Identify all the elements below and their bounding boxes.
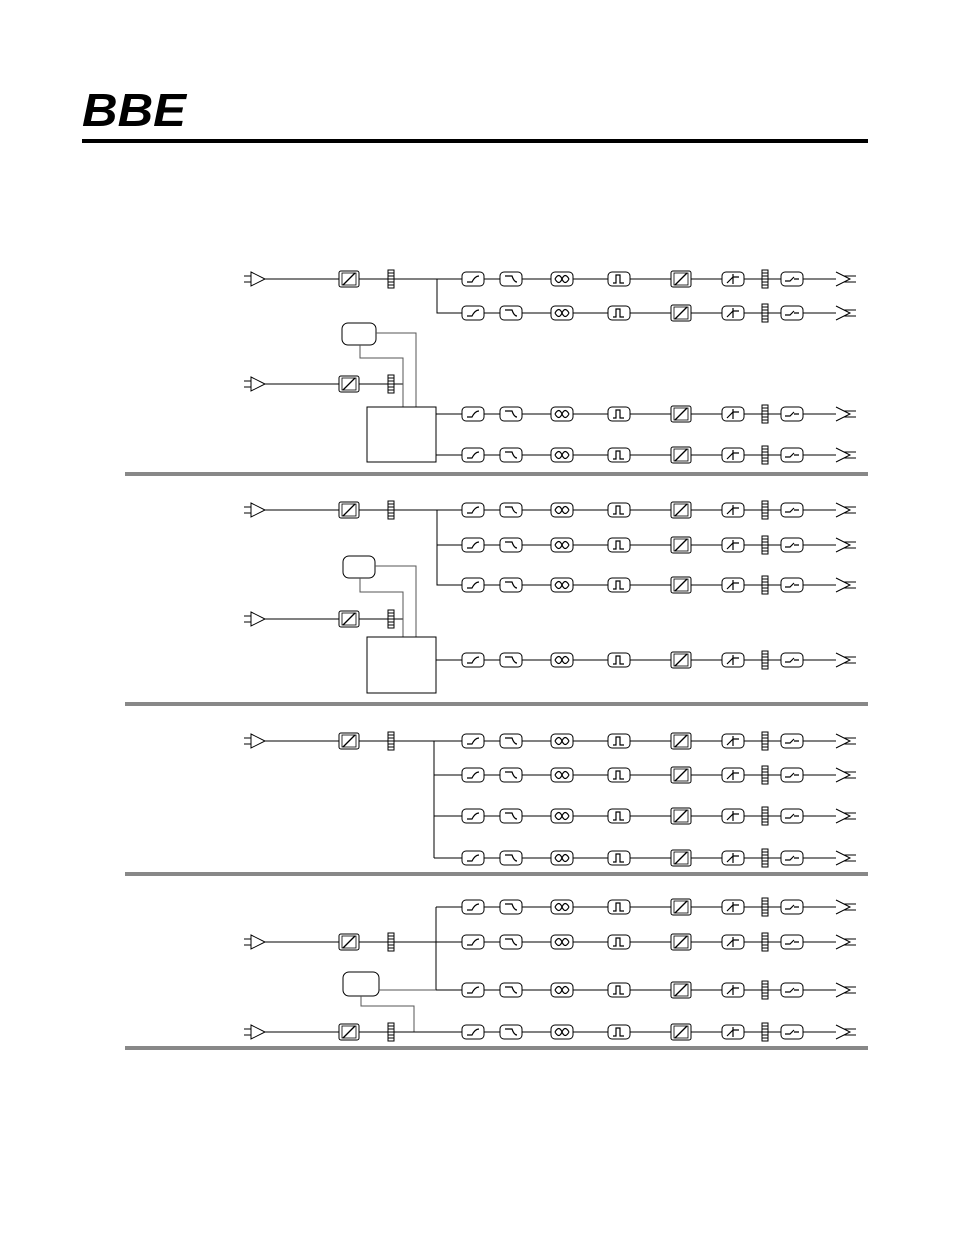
input-compressor-icon <box>339 271 359 287</box>
level-meter-icon <box>388 610 394 628</box>
input-compressor-icon <box>339 611 359 627</box>
level-meter-icon <box>762 1023 768 1041</box>
level-meter-icon <box>762 849 768 867</box>
compressor-box <box>671 850 691 866</box>
hpf-icon <box>462 503 484 517</box>
eq-icon <box>551 578 573 592</box>
panel-config-c <box>244 732 856 867</box>
lpf-icon <box>500 734 522 748</box>
mute-icon <box>781 768 803 782</box>
bbe-process-icon <box>608 734 630 748</box>
lpf-icon <box>500 306 522 320</box>
output-amp-icon <box>836 578 856 592</box>
hpf-icon <box>462 935 484 949</box>
lpf-icon <box>500 935 522 949</box>
output-channel-row <box>433 501 856 519</box>
compressor-icon <box>671 899 691 915</box>
input-amp-icon <box>244 612 265 626</box>
mute-icon <box>781 734 803 748</box>
hpf-icon <box>462 734 484 748</box>
mute-icon <box>781 935 803 949</box>
level-meter-icon <box>762 766 768 784</box>
signal-wire <box>360 578 403 637</box>
output-amp-icon <box>836 272 856 286</box>
level-meter-icon <box>762 1023 768 1041</box>
bbe-process-icon <box>608 407 630 421</box>
signal-wire <box>375 566 416 637</box>
limiter-icon <box>722 578 744 592</box>
level-meter-icon <box>762 270 768 288</box>
output-amp-icon <box>836 768 856 782</box>
level-meter-icon <box>762 446 768 464</box>
level-meter-icon <box>762 981 768 999</box>
output-channel-row <box>462 536 856 554</box>
level-meter-icon <box>762 536 768 554</box>
compressor-box <box>671 652 691 668</box>
compressor-icon <box>671 502 691 518</box>
bbe-process-icon <box>608 851 630 865</box>
mute-icon <box>781 900 803 914</box>
mute-icon <box>781 503 803 517</box>
signal-wire <box>437 545 462 585</box>
output-processor-box <box>367 407 436 462</box>
limiter-icon <box>722 851 744 865</box>
bbe-process-icon <box>608 983 630 997</box>
level-meter-icon <box>762 807 768 825</box>
level-meter-icon <box>762 732 768 750</box>
lpf-icon <box>500 983 522 997</box>
signal-wire <box>437 510 462 545</box>
compressor-box <box>671 537 691 553</box>
bbe-process-icon <box>608 935 630 949</box>
eq-icon <box>551 503 573 517</box>
input-compressor-icon <box>339 376 359 392</box>
output-amp-icon <box>836 1025 856 1039</box>
output-amp-icon <box>836 653 856 667</box>
compressor-icon <box>671 577 691 593</box>
eq-icon <box>551 851 573 865</box>
eq-icon <box>551 809 573 823</box>
mute-icon <box>781 809 803 823</box>
level-meter-icon <box>762 270 768 288</box>
signal-wire <box>437 279 462 313</box>
limiter-icon <box>722 448 744 462</box>
limiter-icon <box>722 306 744 320</box>
hpf-icon <box>462 306 484 320</box>
input-channel-row <box>244 1023 462 1041</box>
bbe-process-icon <box>608 272 630 286</box>
input-channel-row <box>244 610 403 628</box>
compressor-box <box>671 982 691 998</box>
output-amp-icon <box>836 503 856 517</box>
output-amp-icon <box>836 448 856 462</box>
level-meter-icon <box>762 304 768 322</box>
eq-icon <box>551 983 573 997</box>
compressor-box <box>671 447 691 463</box>
level-meter-icon <box>762 576 768 594</box>
compressor-icon <box>671 406 691 422</box>
panel-config-b <box>244 501 856 693</box>
compressor-icon <box>671 271 691 287</box>
compressor-icon <box>671 850 691 866</box>
eq-icon <box>551 1025 573 1039</box>
limiter-icon <box>722 900 744 914</box>
input-amp-icon <box>244 1025 265 1039</box>
level-meter-icon <box>762 766 768 784</box>
level-meter-icon <box>762 933 768 951</box>
matrix-mixer-box <box>343 556 375 578</box>
bbe-process-icon <box>608 1025 630 1039</box>
limiter-icon <box>722 768 744 782</box>
lpf-icon <box>500 578 522 592</box>
level-meter-icon <box>762 981 768 999</box>
output-channel-row <box>462 933 856 951</box>
hpf-icon <box>462 851 484 865</box>
lpf-icon <box>500 653 522 667</box>
compressor-icon <box>671 652 691 668</box>
output-channel-row <box>433 270 856 288</box>
input-channel-row <box>244 732 433 750</box>
output-channel-row <box>436 405 856 423</box>
hpf-icon <box>462 1025 484 1039</box>
output-amp-icon <box>836 407 856 421</box>
output-channel-row <box>436 446 856 464</box>
hpf-icon <box>462 538 484 552</box>
output-channel-row <box>436 651 856 669</box>
hpf-icon <box>462 768 484 782</box>
mute-icon <box>781 272 803 286</box>
panel-divider <box>125 472 868 476</box>
bbe-process-icon <box>608 809 630 823</box>
compressor-icon <box>671 537 691 553</box>
input-compressor-icon <box>339 502 359 518</box>
mute-icon <box>781 983 803 997</box>
mute-icon <box>781 653 803 667</box>
level-meter-icon <box>762 501 768 519</box>
output-amp-icon <box>836 983 856 997</box>
input-compressor-icon <box>339 1024 359 1040</box>
input-compressor-icon <box>339 733 359 749</box>
hpf-icon <box>462 407 484 421</box>
bbe-process-icon <box>608 538 630 552</box>
mute-icon <box>781 1025 803 1039</box>
compressor-box <box>671 899 691 915</box>
panel-divider <box>125 702 868 706</box>
lpf-icon <box>500 1025 522 1039</box>
compressor-icon <box>671 808 691 824</box>
compressor-icon <box>671 1024 691 1040</box>
hpf-icon <box>462 983 484 997</box>
matrix-mixer-box <box>343 972 379 996</box>
limiter-icon <box>722 503 744 517</box>
input-amp-icon <box>244 503 265 517</box>
eq-icon <box>551 768 573 782</box>
input-channel-row <box>244 501 433 519</box>
signal-wire <box>376 333 416 407</box>
mute-icon <box>781 448 803 462</box>
panel-divider <box>125 1046 868 1050</box>
lpf-icon <box>500 448 522 462</box>
input-amp-icon <box>244 734 265 748</box>
eq-icon <box>551 407 573 421</box>
compressor-icon <box>671 305 691 321</box>
level-meter-icon <box>762 304 768 322</box>
input-amp-icon <box>244 377 265 391</box>
bbe-process-icon <box>608 768 630 782</box>
bbe-process-icon <box>608 653 630 667</box>
level-meter-icon <box>762 651 768 669</box>
level-meter-icon <box>388 375 394 393</box>
lpf-icon <box>500 407 522 421</box>
level-meter-icon <box>762 849 768 867</box>
lpf-icon <box>500 272 522 286</box>
lpf-icon <box>500 900 522 914</box>
limiter-icon <box>722 538 744 552</box>
panel-config-d <box>244 898 856 1041</box>
limiter-icon <box>722 1025 744 1039</box>
compressor-icon <box>671 447 691 463</box>
mute-icon <box>781 851 803 865</box>
eq-icon <box>551 538 573 552</box>
eq-icon <box>551 935 573 949</box>
bbe-process-icon <box>608 306 630 320</box>
bbe-process-icon <box>608 900 630 914</box>
level-meter-icon <box>388 732 394 750</box>
compressor-box <box>671 1024 691 1040</box>
limiter-icon <box>722 935 744 949</box>
eq-icon <box>551 900 573 914</box>
eq-icon <box>551 734 573 748</box>
hpf-icon <box>462 448 484 462</box>
compressor-box <box>671 808 691 824</box>
output-channel-row <box>462 1023 856 1041</box>
limiter-icon <box>722 272 744 286</box>
level-meter-icon <box>762 405 768 423</box>
mute-icon <box>781 306 803 320</box>
level-meter-icon <box>762 651 768 669</box>
level-meter-icon <box>388 1023 394 1041</box>
eq-icon <box>551 448 573 462</box>
compressor-box <box>671 577 691 593</box>
eq-icon <box>551 272 573 286</box>
output-amp-icon <box>836 851 856 865</box>
compressor-icon <box>671 982 691 998</box>
level-meter-icon <box>762 732 768 750</box>
compressor-box <box>671 406 691 422</box>
level-meter-icon <box>388 270 394 288</box>
eq-icon <box>551 306 573 320</box>
matrix-mixer-box <box>342 323 376 345</box>
output-channel-row <box>433 732 856 750</box>
compressor-box <box>671 305 691 321</box>
compressor-box <box>671 733 691 749</box>
lpf-icon <box>500 503 522 517</box>
compressor-icon <box>671 733 691 749</box>
bbe-logo-text: BBE <box>82 84 188 132</box>
level-meter-icon <box>762 807 768 825</box>
output-channel-row <box>462 981 856 999</box>
output-channel-row <box>462 304 856 322</box>
input-amp-icon <box>244 935 265 949</box>
limiter-icon <box>722 983 744 997</box>
compressor-box <box>671 271 691 287</box>
level-meter-icon <box>762 446 768 464</box>
output-amp-icon <box>836 306 856 320</box>
mute-icon <box>781 578 803 592</box>
input-channel-row <box>244 933 436 951</box>
hpf-icon <box>462 578 484 592</box>
compressor-box <box>671 767 691 783</box>
hpf-icon <box>462 900 484 914</box>
limiter-icon <box>722 653 744 667</box>
lpf-icon <box>500 768 522 782</box>
eq-icon <box>551 653 573 667</box>
compressor-icon <box>671 767 691 783</box>
limiter-icon <box>722 407 744 421</box>
limiter-icon <box>722 809 744 823</box>
signal-wire <box>360 345 403 407</box>
compressor-box <box>671 502 691 518</box>
level-meter-icon <box>762 501 768 519</box>
bbe-process-icon <box>608 578 630 592</box>
compressor-icon <box>671 934 691 950</box>
output-amp-icon <box>836 734 856 748</box>
output-processor-box <box>367 637 436 693</box>
lpf-icon <box>500 809 522 823</box>
level-meter-icon <box>762 898 768 916</box>
level-meter-icon <box>762 933 768 951</box>
output-channel-row <box>462 766 856 784</box>
input-channel-row <box>244 270 433 288</box>
level-meter-icon <box>388 501 394 519</box>
lpf-icon <box>500 851 522 865</box>
bbe-process-icon <box>608 503 630 517</box>
output-channel-row <box>462 807 856 825</box>
output-amp-icon <box>836 809 856 823</box>
bbe-process-icon <box>608 448 630 462</box>
output-channel-row <box>462 898 856 916</box>
level-meter-icon <box>388 933 394 951</box>
output-amp-icon <box>836 900 856 914</box>
compressor-box <box>671 934 691 950</box>
output-amp-icon <box>836 935 856 949</box>
hpf-icon <box>462 272 484 286</box>
output-channel-row <box>462 849 856 867</box>
lpf-icon <box>500 538 522 552</box>
input-channel-row <box>244 375 403 393</box>
level-meter-icon <box>762 536 768 554</box>
input-compressor-icon <box>339 934 359 950</box>
output-channel-row <box>462 576 856 594</box>
mute-icon <box>781 407 803 421</box>
limiter-icon <box>722 734 744 748</box>
level-meter-icon <box>762 898 768 916</box>
level-meter-icon <box>762 576 768 594</box>
input-amp-icon <box>244 272 265 286</box>
mute-icon <box>781 538 803 552</box>
panel-config-a <box>244 270 856 464</box>
panel-divider <box>125 872 868 876</box>
hpf-icon <box>462 653 484 667</box>
level-meter-icon <box>762 405 768 423</box>
output-amp-icon <box>836 538 856 552</box>
hpf-icon <box>462 809 484 823</box>
